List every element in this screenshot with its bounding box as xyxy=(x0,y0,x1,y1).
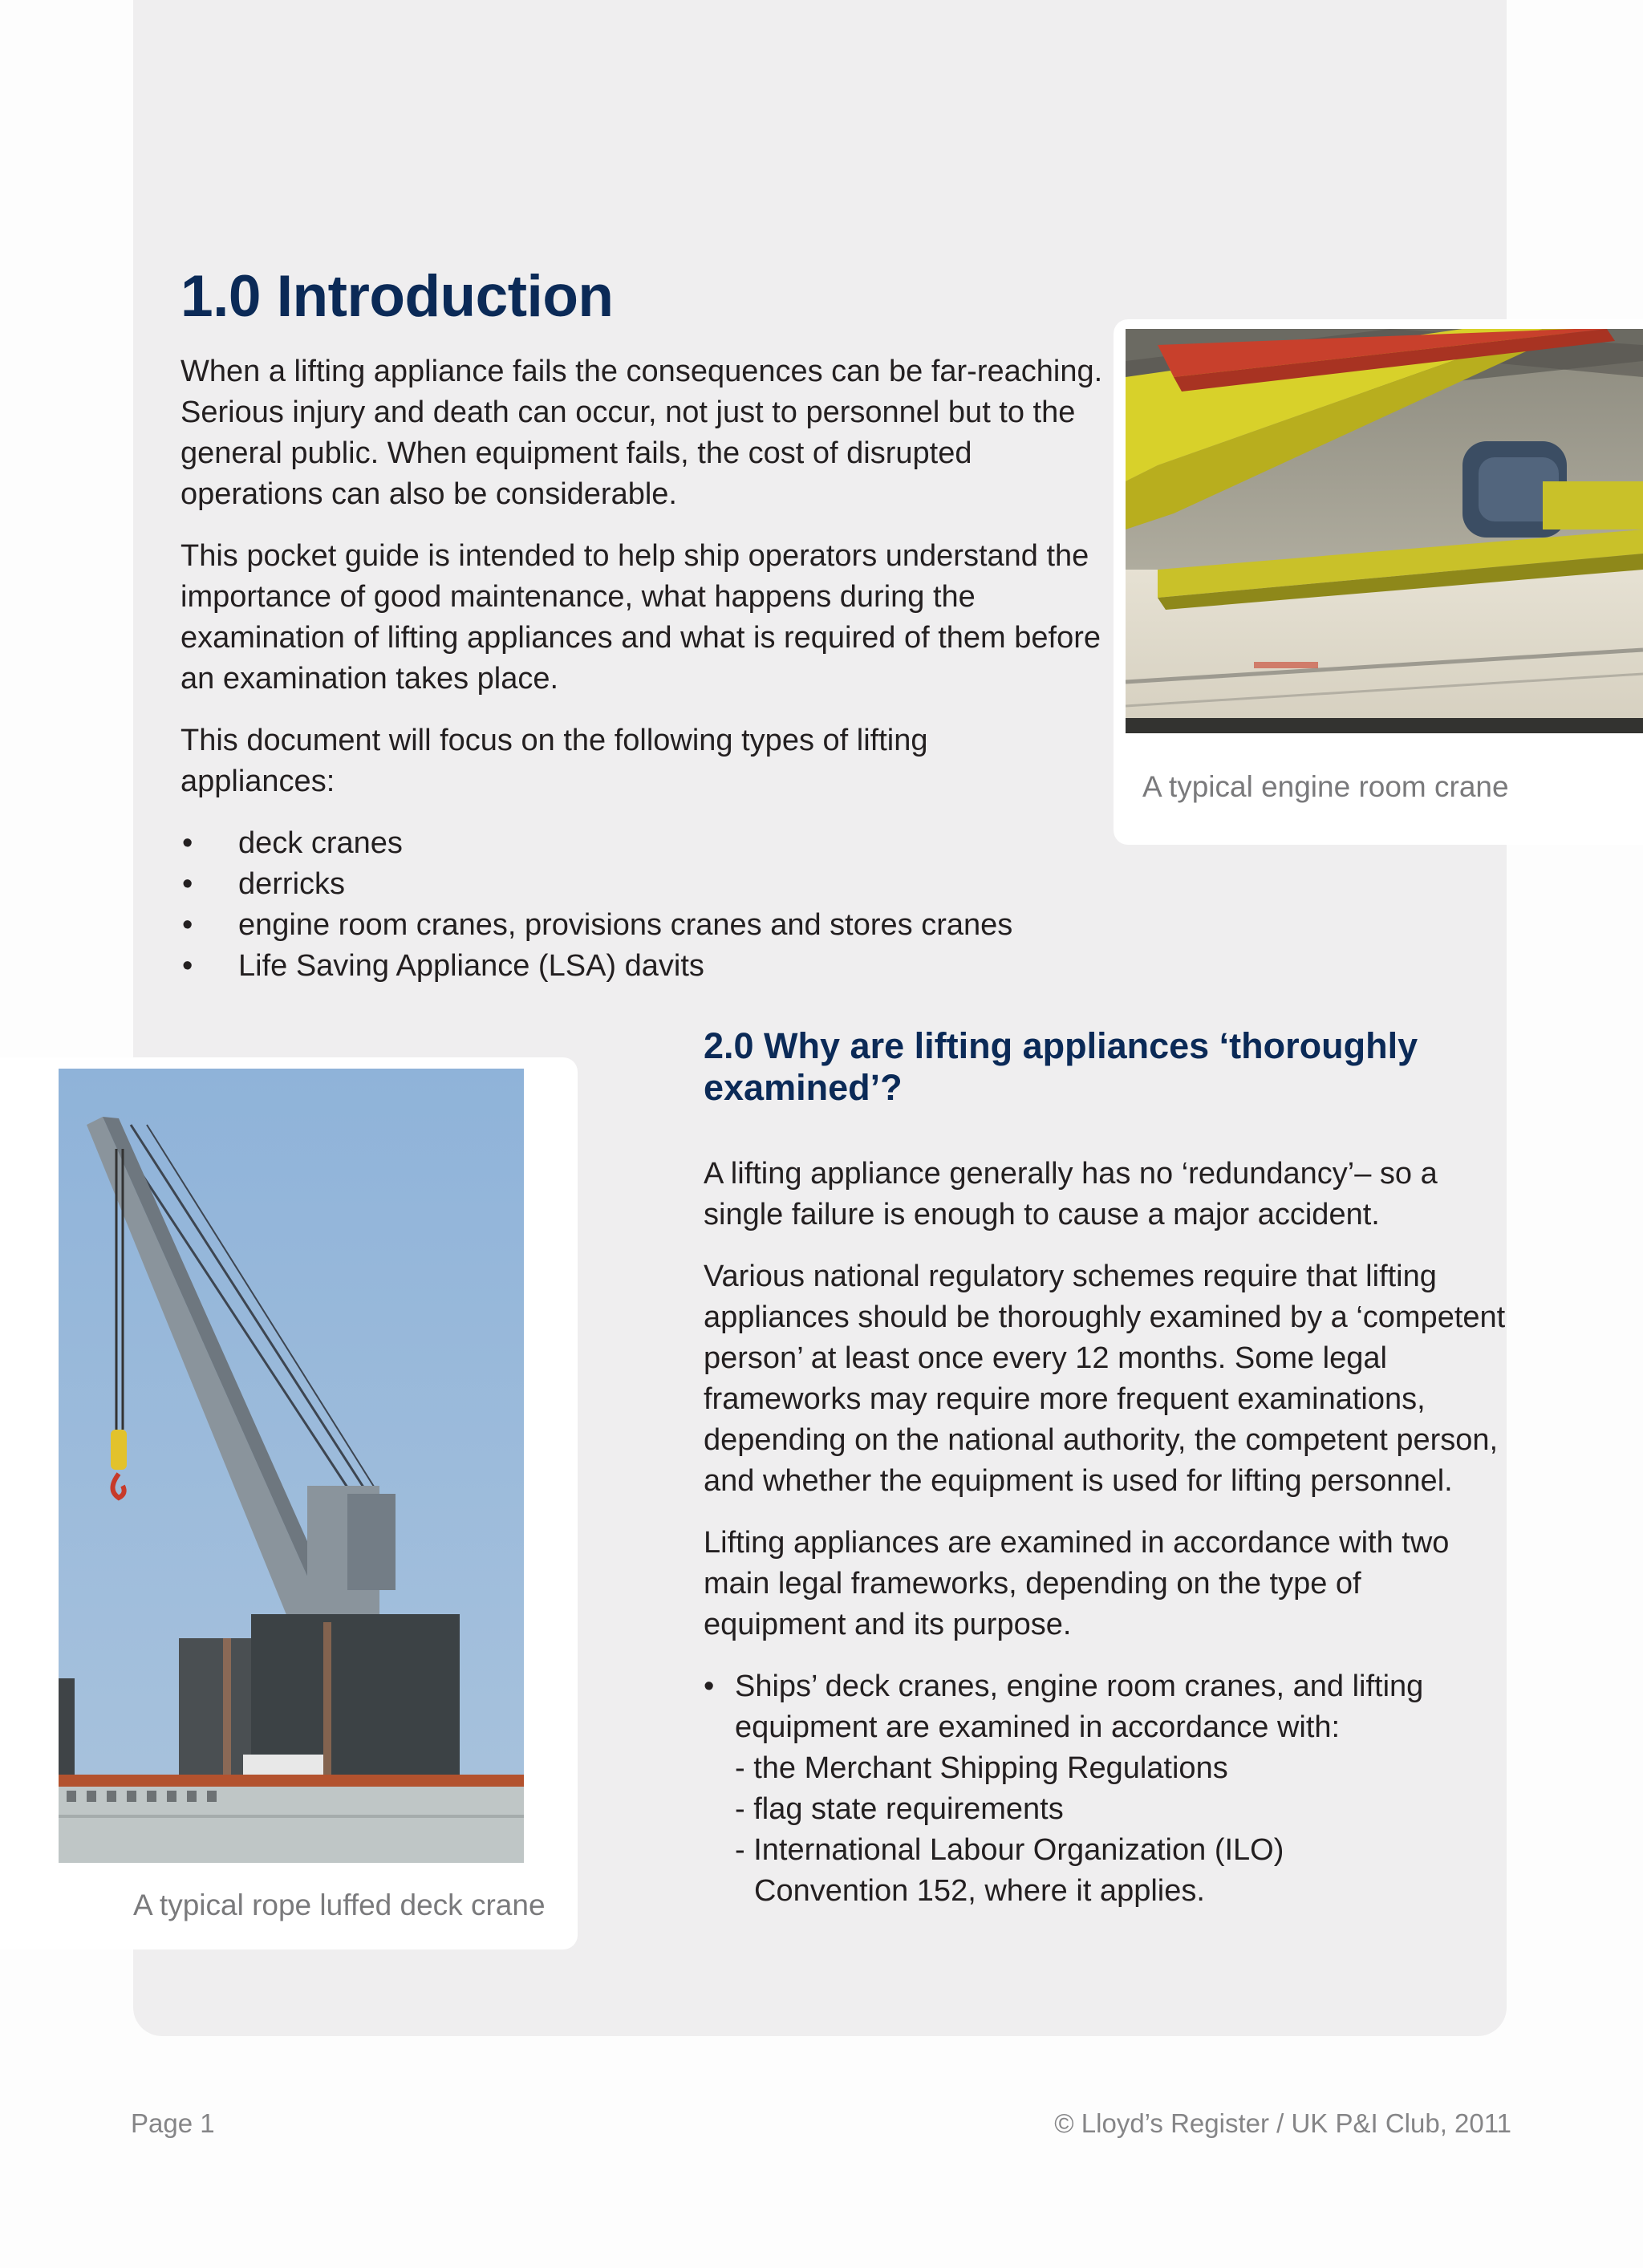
bullet-icon: • xyxy=(182,867,193,901)
list-item-text: Ships’ deck cranes, engine room cranes, and lifting equipment are examined in accordance with: xyxy=(735,1670,1424,1744)
section-2-paragraph: A lifting appliance generally has no ‘redundancy’– so a single failure is enough to cause a major accident. xyxy=(704,1157,1438,1231)
deck-crane-figure xyxy=(0,1057,578,1950)
section-2-body xyxy=(704,1154,1506,1912)
section-2-paragraph: Lifting appliances are examined in accordance with two main legal frameworks, depending on the type of equipment and its purpose. xyxy=(704,1526,1450,1641)
bullet-icon: • xyxy=(182,908,193,942)
page-number: Page 1 xyxy=(131,2108,215,2138)
section-2-heading: 2.0 Why are lifting appliances ‘thoroughly examined’? xyxy=(704,1025,1418,1108)
figure-caption: A typical engine room crane xyxy=(1142,770,1509,803)
list-item xyxy=(181,864,1119,905)
appliance-types-list xyxy=(181,823,1119,987)
section-2-paragraph: Various national regulatory schemes require that lifting appliances should be thoroughly examined by a ‘competent person’ at least once every 12 months. Some legal frameworks may require more frequent examinations, depending on the national authority, the competent person, and whether the equipment is used for lifting personnel. xyxy=(704,1260,1506,1498)
list-item xyxy=(181,823,1119,864)
intro-paragraph: This pocket guide is intended to help ship operators understand the importance of good maintenance, what happens during the examination of lifting appliances and what is required of them before an examination takes place. xyxy=(181,539,1101,696)
list-item-text: deck cranes xyxy=(238,826,403,860)
deck-crane-photo xyxy=(59,1069,524,1863)
sub-item: Convention 152, where it applies. xyxy=(754,1874,1205,1908)
section-1-heading: 1.0 Introduction xyxy=(181,264,614,329)
sub-item: - the Merchant Shipping Regulations xyxy=(735,1751,1228,1785)
bullet-icon: • xyxy=(704,1670,715,1703)
bullet-icon: • xyxy=(182,826,193,860)
engine-room-crane-figure xyxy=(1114,319,1643,845)
introduction-body xyxy=(181,351,1119,987)
list-item xyxy=(181,905,1119,946)
list-item xyxy=(704,1666,1506,1912)
list-item xyxy=(181,946,1119,987)
list-item-text: Life Saving Appliance (LSA) davits xyxy=(238,949,704,983)
intro-paragraph: When a lifting appliance fails the consequences can be far-reaching. Serious injury and death can occur, not just to personnel but to the general public. When equipment fails, the cost of disrupted operations can also be considerable. xyxy=(181,355,1103,511)
copyright-notice: © Lloyd’s Register / UK P&I Club, 2011 xyxy=(1054,2108,1511,2138)
figure-caption: A typical rope luffed deck crane xyxy=(133,1889,546,1921)
engine-room-crane-photo xyxy=(1126,329,1643,733)
bullet-icon: • xyxy=(182,949,193,983)
list-item-text: engine room cranes, provisions cranes and stores cranes xyxy=(238,908,1013,942)
intro-paragraph: This document will focus on the following types of lifting appliances: xyxy=(181,724,928,798)
sub-item: - flag state requirements xyxy=(735,1792,1064,1826)
sub-item: - International Labour Organization (ILO) xyxy=(735,1833,1284,1867)
list-item-text: derricks xyxy=(238,867,346,901)
